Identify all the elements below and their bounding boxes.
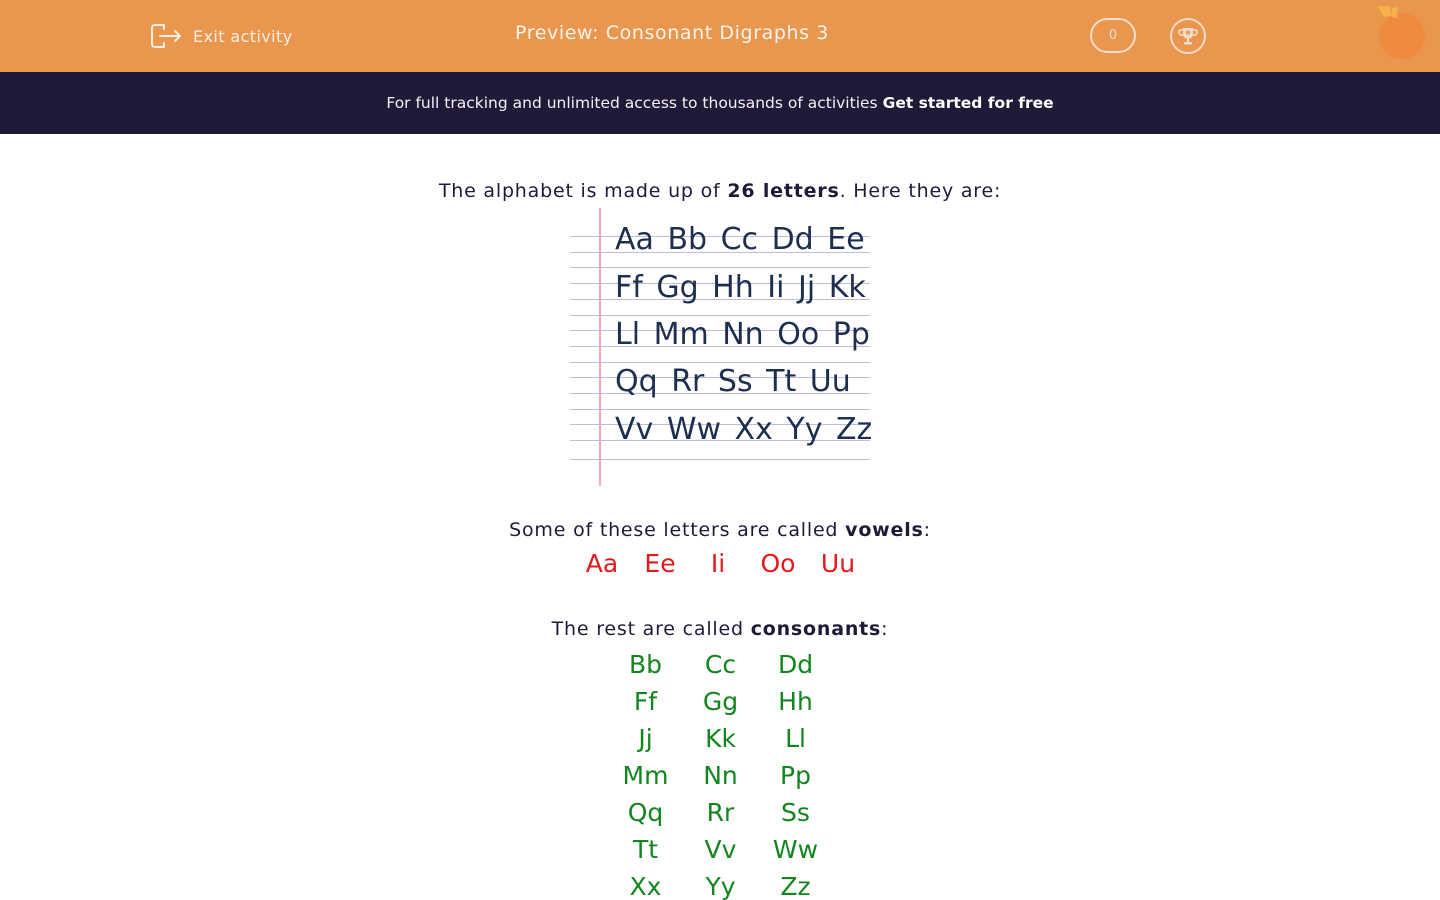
consonant: Ss [781, 798, 810, 827]
consonants-intro-end: : [881, 618, 889, 640]
top-bar [0, 0, 1440, 72]
consonant: Ww [772, 835, 819, 864]
get-started-link[interactable]: Get started for free [882, 94, 1054, 112]
paper-margin-line [599, 208, 601, 486]
consonants-intro [0, 618, 1440, 640]
vowels-intro-end: : [923, 519, 931, 541]
trophy-button[interactable] [1170, 18, 1206, 54]
alphabet-row: Vv Ww Xx Yy Zz [615, 412, 873, 447]
page-title: Preview: Consonant Digraphs 3 [515, 22, 829, 44]
consonant: Xx [629, 872, 662, 900]
vowel: Aa [585, 549, 619, 578]
intro-text: The alphabet is made up of [438, 180, 728, 202]
consonant: Vv [704, 835, 737, 864]
vowels-intro-bold: vowels [845, 519, 924, 541]
consonant: Bb [628, 650, 663, 679]
alphabet-row: Ll Mm Nn Oo Pp [615, 317, 870, 352]
consonant: Yy [705, 872, 736, 900]
consonant: Tt [632, 835, 659, 864]
consonant: Qq [627, 798, 664, 827]
consonant: Mm [622, 761, 669, 790]
vowels-intro-text: Some of these letters are called [509, 519, 846, 541]
orange-logo-icon [1374, 4, 1430, 60]
alphabet-row: Ff Gg Hh Ii Jj Kk [615, 270, 866, 305]
trophy-icon [1177, 25, 1199, 47]
exit-activity-label: Exit activity [193, 26, 293, 46]
consonants-intro-text: The rest are called [551, 618, 751, 640]
consonant: Rr [706, 798, 735, 827]
consonants-grid [608, 648, 833, 900]
alphabet-row: Aa Bb Cc Dd Ee [615, 222, 865, 257]
consonant: Hh [778, 687, 813, 716]
consonant: Ll [785, 724, 806, 753]
vowel: Uu [820, 549, 856, 578]
intro-text-end: . Here they are: [839, 180, 1002, 202]
intro-bold: 26 letters [727, 180, 840, 202]
vowel: Oo [760, 549, 796, 578]
consonant: Jj [638, 724, 653, 753]
vowel: Ee [644, 549, 676, 578]
vowels-list [0, 549, 1440, 578]
consonants-intro-bold: consonants [750, 618, 882, 640]
signup-banner [0, 72, 1440, 134]
consonant: Dd [777, 650, 814, 679]
banner-text: For full tracking and unlimited access to thousands of activities [386, 94, 878, 112]
consonant: Cc [704, 650, 737, 679]
alphabet-row: Qq Rr Ss Tt Uu [615, 364, 851, 399]
score-badge: 0 [1090, 18, 1136, 53]
consonant: Kk [705, 724, 736, 753]
consonant: Zz [780, 872, 811, 900]
consonant: Gg [702, 687, 739, 716]
consonant: Nn [703, 761, 738, 790]
alphabet-intro [0, 180, 1440, 202]
consonant: Pp [780, 761, 811, 790]
vowels-intro [0, 519, 1440, 541]
vowel: Ii [710, 549, 726, 578]
consonant: Ff [633, 687, 658, 716]
alphabet-image [570, 208, 873, 488]
